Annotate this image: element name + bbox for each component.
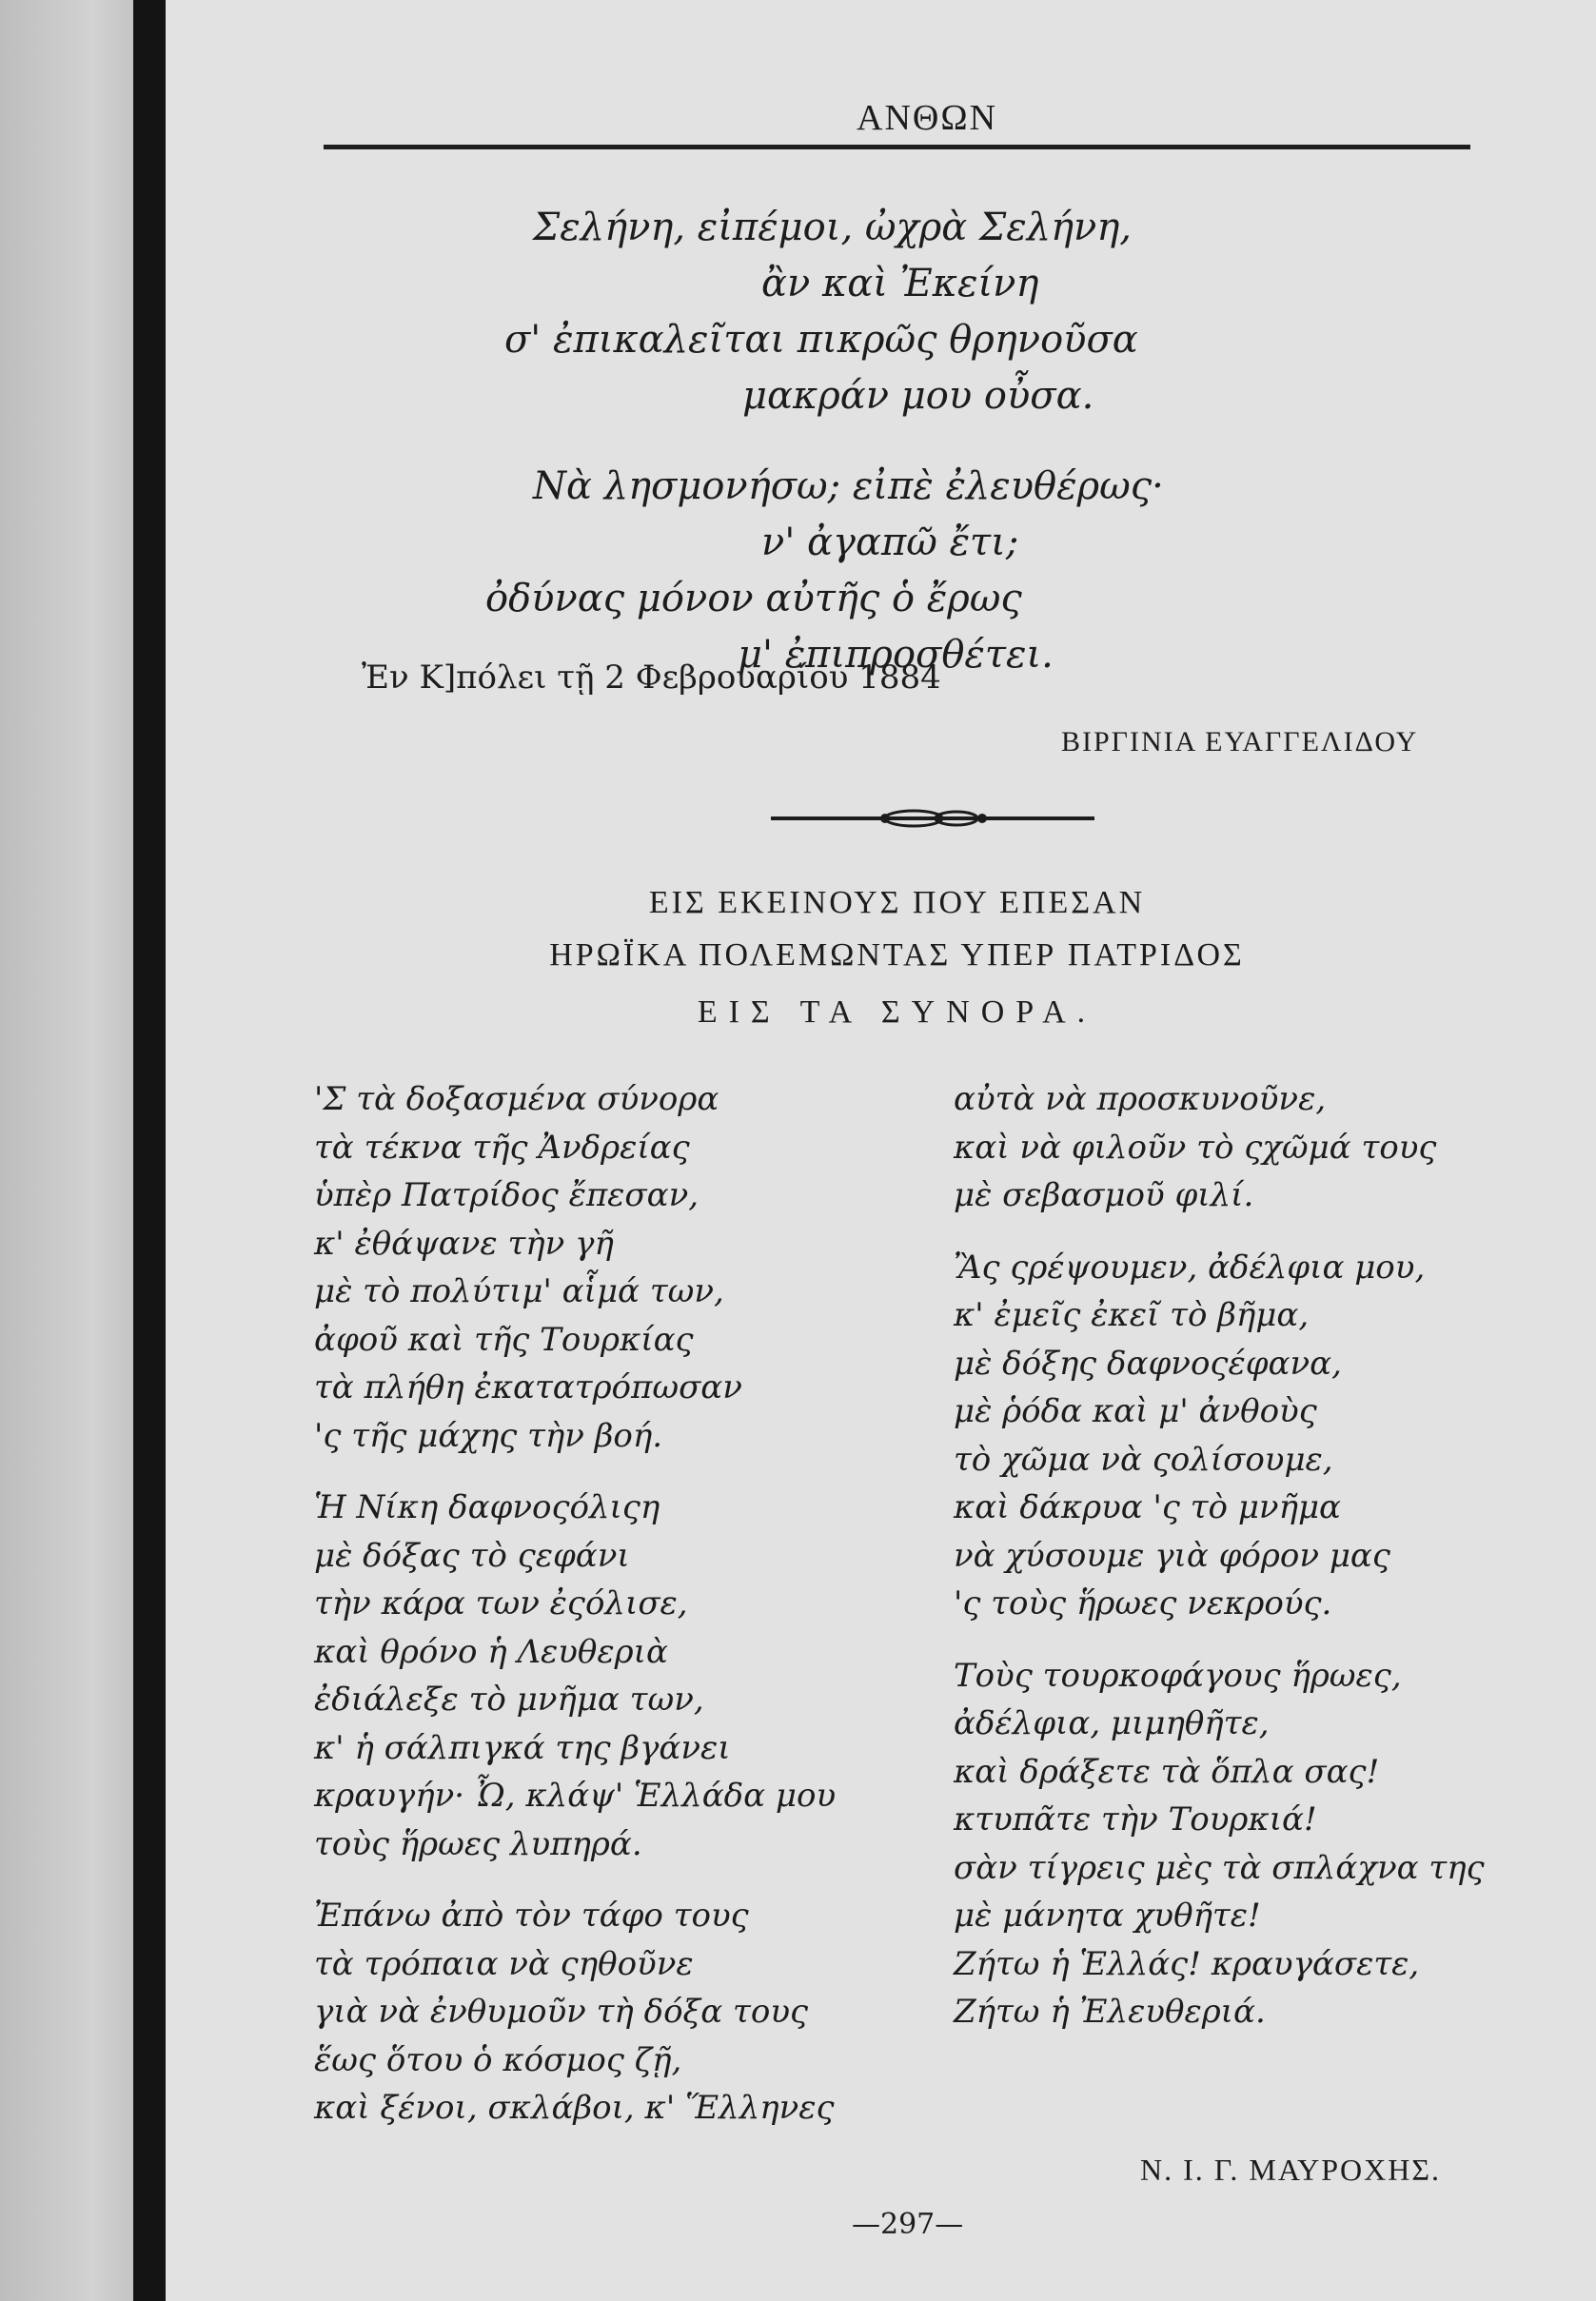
- poem-line: κτυπᾶτε τὴν Τουρκιά!: [954, 1800, 1317, 1839]
- poem-line: τὰ πλήθη ἐκατατρόπωσαν: [314, 1368, 742, 1406]
- ornament-divider: [771, 807, 1094, 830]
- poem-line: 'ς τῆς μάχης τὴν βοή.: [314, 1416, 663, 1455]
- poem-line: αὐτὰ νὰ προσκυνοῦνε,: [954, 1080, 1327, 1118]
- author-signature: Ν. Ι. Γ. ΜΑΥΡΟΧΗΣ.: [1140, 2153, 1441, 2187]
- poem-line: ἀφοῦ καὶ τῆς Τουρκίας: [314, 1320, 694, 1359]
- book-spine: [133, 0, 166, 2301]
- poem-line: μὲ δόξας τὸ ςεφάνι: [314, 1536, 630, 1575]
- poem-line: κ' ἐμεῖς ἐκεῖ τὸ βῆμα,: [954, 1296, 1310, 1334]
- poem-line: τοὺς ἥρωες λυπηρά.: [314, 1824, 642, 1863]
- poem-line: Νὰ λησμονήσω; εἰπὲ ἐλευθέρως·: [533, 464, 1164, 508]
- poem-line: καὶ δράξετε τὰ ὅπλα σας!: [954, 1752, 1380, 1791]
- poem-line: μ' ἐπιπροσθέτει.: [738, 633, 1054, 677]
- poem-line: σ' ἐπικαλεῖται πικρῶς θρηνοῦσα: [504, 318, 1138, 362]
- poem-line: ὀδύνας μόνον αὐτῆς ὁ ἔρως: [485, 577, 1022, 620]
- poem-line: καὶ θρόνο ἡ Λευθεριὰ: [314, 1632, 668, 1671]
- poem-line: ν' ἀγαπῶ ἔτι;: [761, 521, 1019, 564]
- poem-line: ἕως ὅτου ὁ κόσμος ζῇ,: [314, 2040, 682, 2079]
- header-rule: [324, 145, 1470, 149]
- left-page-edge: [0, 0, 133, 2301]
- poem-line: μὲ δόξης δαφνοςέφανα,: [954, 1344, 1342, 1383]
- poem-line: σὰν τίγρεις μὲς τὰ σπλάχνα της: [954, 1848, 1485, 1887]
- author-signature: ΒΙΡΓΙΝΙΑ ΕΥΑΓΓΕΛΙΔΟΥ: [1061, 726, 1419, 757]
- poem-line: Ἡ Νίκη δαφνοςόλιςη: [314, 1488, 660, 1526]
- poem-left-column: [314, 1075, 836, 2133]
- poem-line: ἐδιάλεξε τὸ μνῆμα των,: [314, 1681, 704, 1719]
- poem-line: ὑπὲρ Πατρίδος ἔπεσαν,: [314, 1176, 699, 1214]
- poem-line: μὲ μάνητα χυθῆτε!: [954, 1897, 1261, 1935]
- poem-title-line: ΗΡΩΪΚΑ ΠΟΛΕΜΩΝΤΑΣ ΥΠΕΡ ΠΑΤΡΙΔΟΣ: [549, 937, 1245, 973]
- poem-line: 'Σ τὰ δοξασμένα σύνορα: [314, 1080, 719, 1118]
- poem-line: νὰ χύσουμε γιὰ φόρον μας: [954, 1536, 1390, 1575]
- poem-right-column: [954, 1075, 1485, 2036]
- poem-line: Τοὺς τουρκοφάγους ἥρωες,: [954, 1656, 1402, 1695]
- poem-line: μὲ τὸ πολύτιμ' αἷμά των,: [314, 1272, 724, 1310]
- poem-line: τὴν κάρα των ἐςόλισε,: [314, 1584, 688, 1622]
- poem-line: μακράν μου οὖσα.: [742, 374, 1094, 418]
- poem-line: Ζήτω ἡ Ἐλευθεριά.: [954, 1993, 1266, 2031]
- page-number: —297—: [852, 2208, 964, 2241]
- poem-line: Σελήνη, εἰπέμοι, ὠχρὰ Σελήνη,: [533, 206, 1133, 249]
- poem-line: γιὰ νὰ ἐνθυμοῦν τὴ δόξα τους: [314, 1993, 809, 2031]
- poem-line: Ζήτω ἡ Ἑλλάς! κραυγάσετε,: [954, 1944, 1420, 1983]
- poem-line: τὰ τέκνα τῆς Ἀνδρείας: [314, 1128, 690, 1167]
- poem-title-line: ΕΙΣ ΕΚΕΙΝΟΥΣ ΠΟΥ ΕΠΕΣΑΝ: [648, 885, 1146, 920]
- poem-line: Ἐπάνω ἀπὸ τὸν τάφο τους: [314, 1897, 749, 1935]
- poem-line: Ἂς ςρέψουμεν, ἀδέλφια μου,: [954, 1248, 1426, 1287]
- poem-line: καὶ ξένοι, σκλάβοι, κ' Ἕλληνες: [314, 2089, 835, 2127]
- poem-line: ἂν καὶ Ἐκείνη: [761, 262, 1039, 305]
- poem-line: τὰ τρόπαια νὰ ςηθοῦνε: [314, 1944, 694, 1983]
- poem-line: μὲ ῥόδα καὶ μ' ἀνθοὺς: [954, 1392, 1317, 1430]
- poem-line: καὶ δάκρυα 'ς τὸ μνῆμα: [954, 1488, 1342, 1526]
- poem-line: κ' ἡ σάλπιγκά της βγάνει: [314, 1728, 731, 1767]
- poem-line: καὶ νὰ φιλοῦν τὸ ςχῶμά τους: [954, 1128, 1437, 1167]
- poem-line: ἀδέλφια, μιμηθῆτε,: [954, 1704, 1270, 1742]
- poem-line: κ' ἐθάψανε τὴν γῆ: [314, 1224, 614, 1263]
- poem-title-line: ΕΙΣ ΤΑ ΣΥΝΟΡΑ.: [697, 994, 1097, 1030]
- poem-line: τὸ χῶμα νὰ ςολίσουμε,: [954, 1440, 1333, 1479]
- dateline: Ἐν Κ]πόλει τῇ 2 Φεβρουαρίου 1884: [362, 659, 941, 697]
- poem-line: μὲ σεβασμοῦ φιλί.: [954, 1176, 1254, 1214]
- poem-line: κραυγήν· Ὦ, κλάψ' Ἑλλάδα μου: [314, 1777, 837, 1815]
- running-header: ΑΝΘΩΝ: [857, 98, 998, 138]
- poem-selini: [485, 200, 1164, 683]
- poem-line: 'ς τοὺς ἥρωες νεκρούς.: [954, 1584, 1332, 1622]
